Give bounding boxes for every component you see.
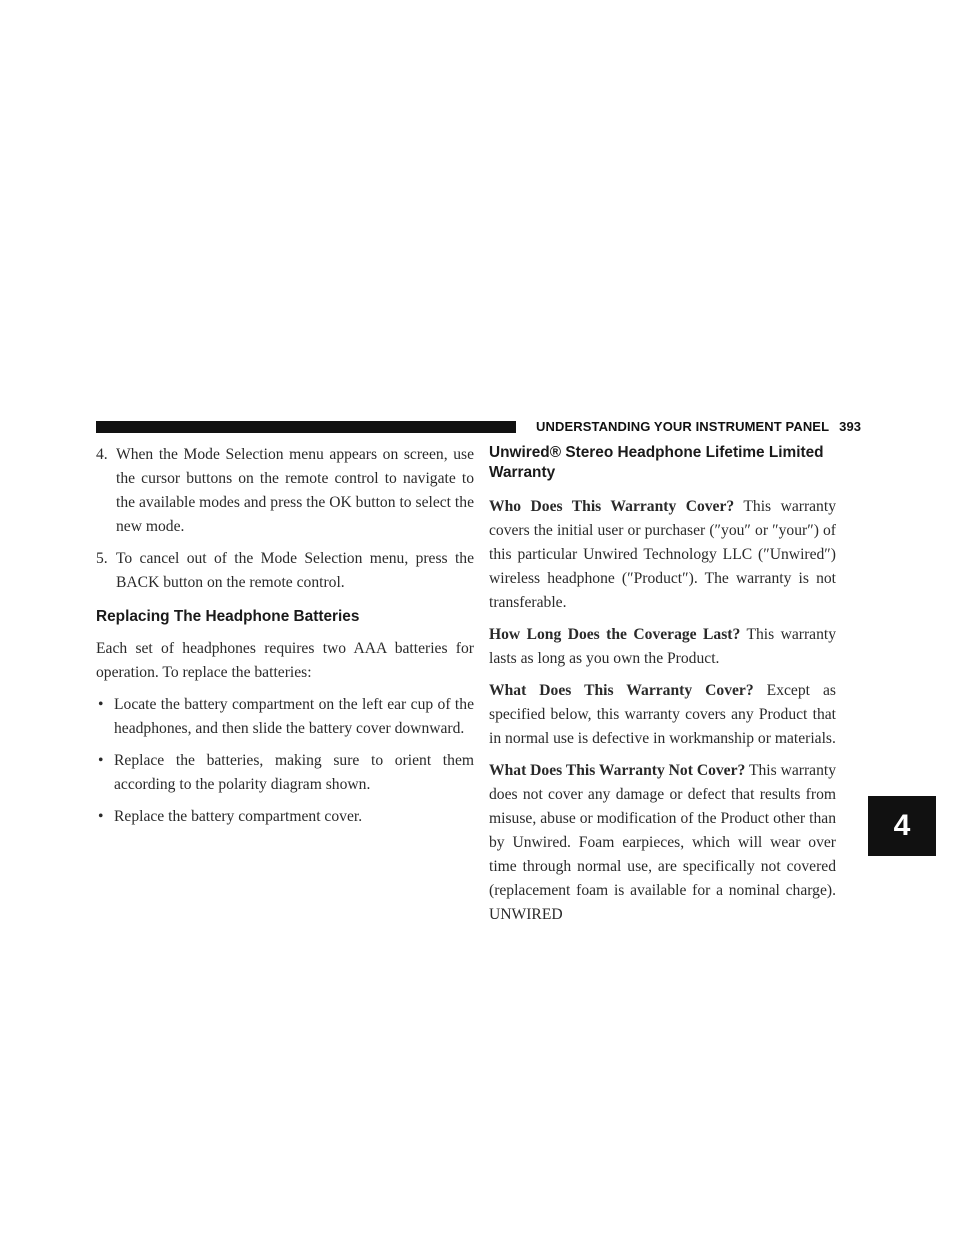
- section-heading: Replacing The Headphone Batteries: [96, 608, 360, 625]
- list-item: [96, 693, 474, 741]
- list-item: [96, 805, 474, 829]
- paragraph-lead: How Long Does the Coverage Last?: [489, 626, 741, 643]
- list-item-text: Replace the battery compartment cover.: [114, 808, 363, 825]
- intro-paragraph: Each set of headphones requires two AAA batteries for operation. To replace the batteries:: [96, 640, 474, 681]
- paragraph-text: This warranty does not cover any damage or defect that results from misuse, abuse or modification of the Product other than by Unwired. Foam earpieces, which will wear over time through normal use, are specifically not covered (replacement foam is available for a nominal charge). UNWIRED: [489, 762, 836, 923]
- running-header: [536, 417, 862, 437]
- step-number: 4.: [96, 446, 108, 463]
- bullet-icon: •: [98, 808, 104, 825]
- step-number: 5.: [96, 550, 108, 567]
- paragraph-lead: What Does This Warranty Cover?: [489, 682, 754, 699]
- paragraph-lead: What Does This Warranty Not Cover?: [489, 762, 746, 779]
- section-heading: Unwired® Stereo Headphone Lifetime Limited Warranty: [489, 444, 824, 481]
- warranty-paragraph: [489, 495, 836, 615]
- header-rule: [96, 421, 516, 433]
- step-text: To cancel out of the Mode Selection menu, press the BACK button on the remote control.: [116, 550, 474, 591]
- paragraph-text: Except as specified below, this warranty covers any Product that in normal use is defective in workmanship or materials.: [489, 682, 836, 747]
- step-text: When the Mode Selection menu appears on screen, use the cursor buttons on the remote control to navigate to the available modes and press the OK button to select the new mode.: [116, 446, 474, 535]
- right-column: [489, 443, 836, 935]
- list-item: [96, 749, 474, 797]
- list-item-text: Replace the batteries, making sure to orient them according to the polarity diagram shown.: [114, 752, 474, 793]
- step-item: [96, 547, 474, 595]
- step-item: [96, 443, 474, 539]
- paragraph-lead: Who Does This Warranty Cover?: [489, 498, 735, 515]
- warranty-paragraph: [489, 679, 836, 751]
- warranty-paragraph: [489, 759, 836, 927]
- chapter-tab[interactable]: 4: [868, 796, 936, 856]
- bullet-icon: •: [98, 752, 104, 769]
- section-title: UNDERSTANDING YOUR INSTRUMENT PANEL: [536, 419, 830, 434]
- paragraph-text: This warranty covers the initial user or purchaser (″you″ or ″your″) of this particular Unwired Technology LLC (″Unwired″) wireless headphone (″Product″). The warranty is not transferable.: [489, 498, 836, 611]
- page-number: 393: [839, 419, 862, 434]
- bullet-list: [96, 693, 474, 829]
- warranty-paragraph: [489, 623, 836, 671]
- list-item-text: Locate the battery compartment on the left ear cup of the headphones, and then slide the battery cover downward.: [114, 696, 474, 737]
- paragraph-text: This warranty lasts as long as you own the Product.: [489, 626, 837, 667]
- left-column: [96, 443, 474, 837]
- bullet-icon: •: [98, 696, 104, 713]
